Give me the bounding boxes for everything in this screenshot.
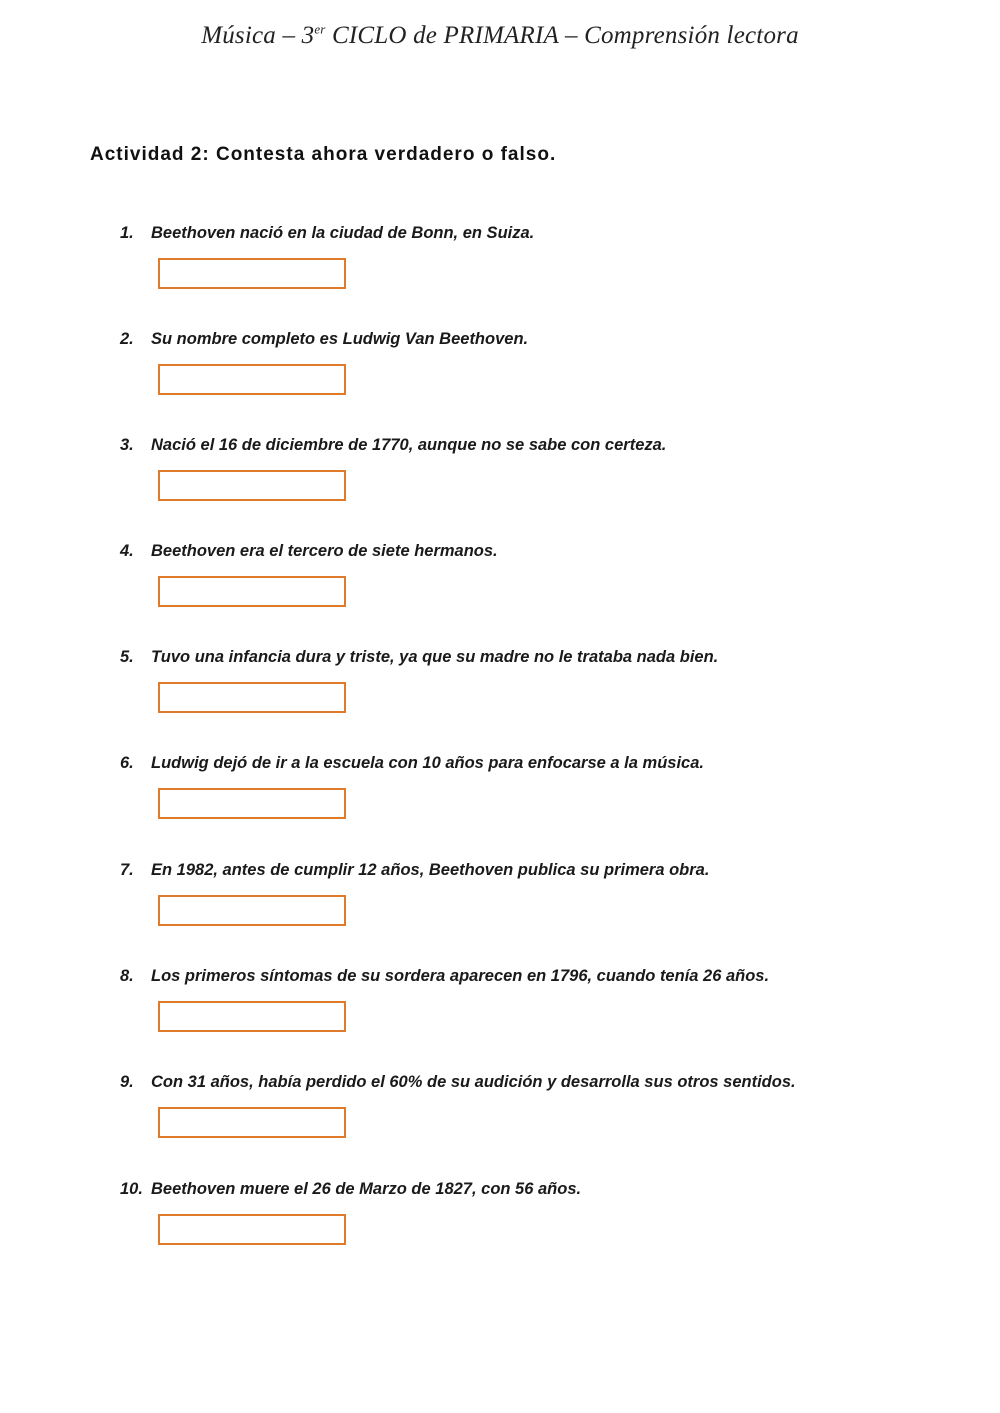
answer-input-box[interactable]	[158, 682, 346, 713]
question-text-line	[120, 967, 940, 986]
question-text-line	[120, 542, 940, 561]
question-item	[120, 648, 940, 667]
question-statement: Beethoven muere el 26 de Marzo de 1827, con 56 años.	[151, 1180, 582, 1198]
question-statement: Tuvo una infancia dura y triste, ya que su madre no le trataba nada bien.	[151, 648, 719, 666]
answer-input-box[interactable]	[158, 1214, 346, 1245]
question-item	[120, 542, 940, 561]
question-item	[120, 1180, 940, 1199]
question-number: 9.	[120, 1073, 134, 1091]
question-statement: En 1982, antes de cumplir 12 años, Beethoven publica su primera obra.	[151, 861, 710, 879]
question-item	[120, 224, 940, 243]
question-item	[120, 436, 940, 455]
answer-input-box[interactable]	[158, 1107, 346, 1138]
question-text-line	[120, 330, 940, 349]
question-item	[120, 754, 940, 773]
header-title-prefix: Música – 3	[201, 22, 315, 49]
header-title-superscript: er	[314, 21, 326, 37]
answer-input-box[interactable]	[158, 258, 346, 289]
question-statement: Los primeros síntomas de su sordera aparecen en 1796, cuando tenía 26 años.	[151, 967, 770, 985]
question-text-line	[120, 224, 940, 243]
question-text-line	[120, 861, 940, 880]
question-number: 10.	[120, 1180, 143, 1198]
question-statement: Con 31 años, había perdido el 60% de su audición y desarrolla sus otros sentidos.	[151, 1073, 796, 1091]
answer-input-box[interactable]	[158, 788, 346, 819]
question-statement: Su nombre completo es Ludwig Van Beethoven.	[151, 330, 529, 348]
question-item	[120, 861, 940, 880]
question-statement: Beethoven nació en la ciudad de Bonn, en Suiza.	[151, 224, 535, 242]
question-item	[120, 967, 940, 986]
question-number: 4.	[120, 542, 134, 560]
question-statement: Nació el 16 de diciembre de 1770, aunque no se sabe con certeza.	[151, 436, 667, 454]
answer-input-box[interactable]	[158, 364, 346, 395]
question-number: 3.	[120, 436, 134, 454]
question-number: 7.	[120, 861, 134, 879]
answer-input-box[interactable]	[158, 1001, 346, 1032]
question-number: 8.	[120, 967, 134, 985]
question-text-line	[120, 648, 940, 667]
question-statement: Beethoven era el tercero de siete hermanos.	[151, 542, 498, 560]
question-text-line	[120, 1180, 940, 1199]
answer-input-box[interactable]	[158, 576, 346, 607]
question-item	[120, 1073, 940, 1092]
answer-input-box[interactable]	[158, 470, 346, 501]
header-title-suffix: CICLO de PRIMARIA – Comprensión lectora	[325, 22, 799, 49]
answer-input-box[interactable]	[158, 895, 346, 926]
question-number: 1.	[120, 224, 134, 242]
question-number: 5.	[120, 648, 134, 666]
question-text-line	[120, 436, 940, 455]
question-number: 2.	[120, 330, 134, 348]
question-text-line	[120, 754, 940, 773]
activity-title: Actividad 2: Contesta ahora verdadero o falso.	[90, 144, 557, 165]
question-number: 6.	[120, 754, 134, 772]
question-text-line	[120, 1073, 940, 1092]
page-header	[0, 22, 1000, 50]
question-item	[120, 330, 940, 349]
question-statement: Ludwig dejó de ir a la escuela con 10 años para enfocarse a la música.	[151, 754, 704, 772]
